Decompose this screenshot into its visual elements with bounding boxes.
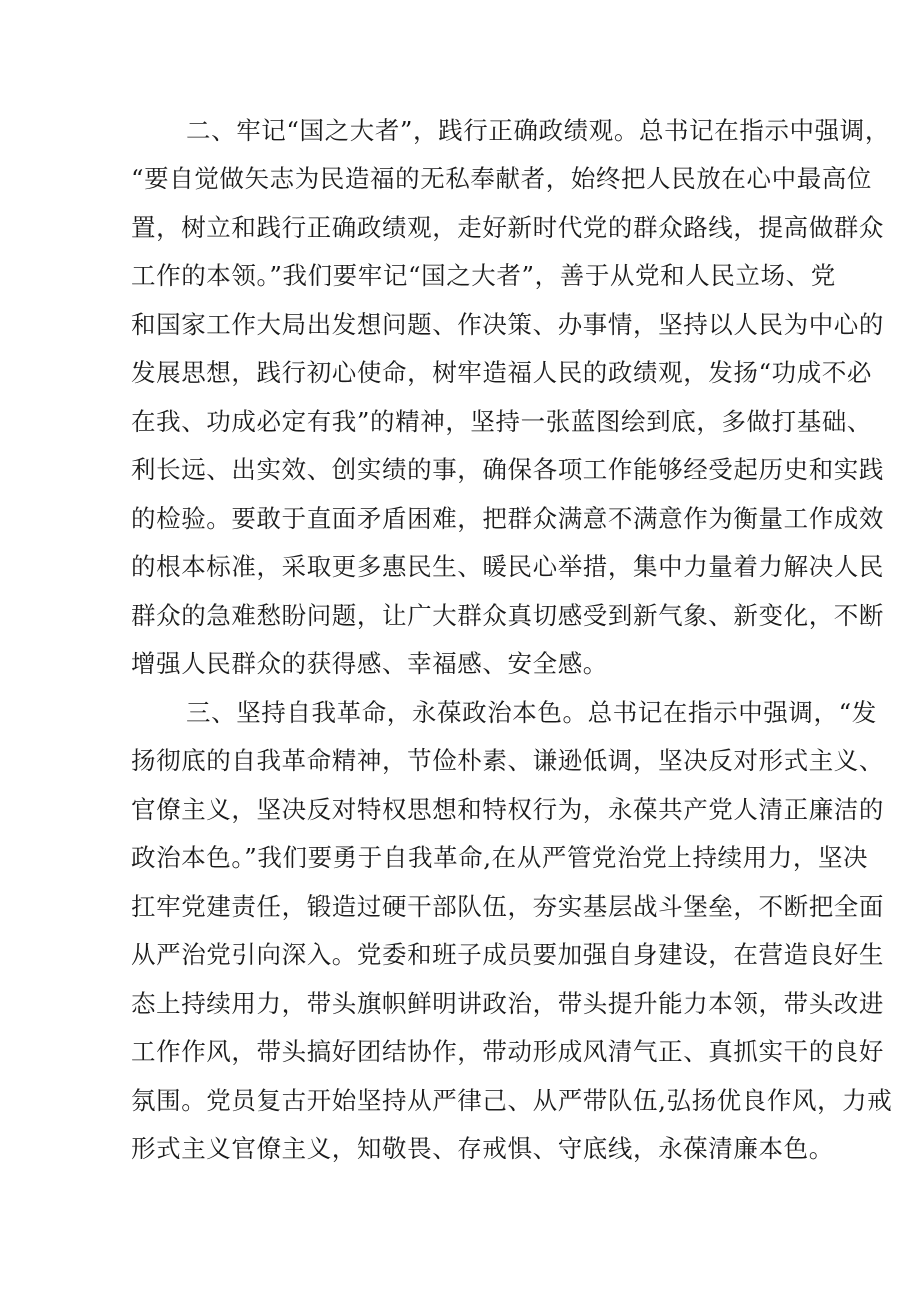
paragraph-1-line-6: 发展思想，践行初心使命，树牢造福人民的政绩观，发扬“功成不必 bbox=[131, 358, 873, 387]
paragraph-2-line-4: 政治本色。”我们要勇于自我革命,在从严管党治党上持续用力，坚决 bbox=[131, 843, 869, 872]
paragraph-1-line-10: 的根本标准，采取更多惠民生、暖民心举措，集中力量着力解决人民 bbox=[131, 552, 884, 581]
paragraph-2-line-1: 三、坚持自我革命，永葆政治本色。总书记在指示中强调，“发 bbox=[186, 698, 877, 727]
paragraph-2-line-9: 氛围。党员复古开始坚持从严律己、从严带队伍,弘扬优良作风，力戒 bbox=[131, 1086, 893, 1115]
paragraph-1-line-8: 利长远、出实效、创实绩的事，确保各项工作能够经受起历史和实践 bbox=[131, 455, 884, 484]
paragraph-1-line-2: “要自觉做矢志为民造福的无私奉献者，始终把人民放在心中最高位 bbox=[131, 164, 873, 193]
paragraph-2-line-3: 官僚主义，坚决反对特权思想和特权行为，永葆共产党人清正廉洁的 bbox=[131, 795, 884, 824]
paragraph-1-line-4: 工作的本领。”我们要牢记“国之大者”，善于从党和人民立场、党 bbox=[131, 261, 836, 290]
paragraph-1-line-9: 的检验。要敢于直面矛盾困难，把群众满意不满意作为衡量工作成效 bbox=[131, 504, 884, 533]
paragraph-2-line-7: 态上持续用力，带头旗帜鲜明讲政治，带头提升能力本领，带头改进 bbox=[131, 989, 884, 1018]
paragraph-2-line-6: 从严治党引向深入。党委和班子成员要加强自身建设，在营造良好生 bbox=[131, 940, 884, 969]
paragraph-1-line-12: 增强人民群众的获得感、幸福感、安全感。 bbox=[131, 649, 608, 678]
paragraph-1-line-5: 和国家工作大局出发想问题、作决策、办事情，坚持以人民为中心的 bbox=[131, 310, 884, 339]
paragraph-1-line-7: 在我、功成必定有我”的精神，坚持一张蓝图绘到底，多做打基础、 bbox=[131, 407, 873, 436]
paragraph-1-line-1: 二、牢记“国之大者”，践行正确政绩观。总书记在指示中强调， bbox=[186, 116, 890, 145]
paragraph-2-line-5: 扛牢党建责任，锻造过硬干部队伍，夯实基层战斗堡垒，不断把全面 bbox=[131, 892, 884, 921]
paragraph-2-line-8: 工作作风，带头搞好团结协作，带动形成风清气正、真抓实干的良好 bbox=[131, 1037, 884, 1066]
paragraph-2-line-2: 扬彻底的自我革命精神，节俭朴素、谦逊低调，坚决反对形式主义、 bbox=[131, 746, 884, 775]
paragraph-1-line-11: 群众的急难愁盼问题，让广大群众真切感受到新气象、新变化，不断 bbox=[131, 601, 884, 630]
paragraph-1-line-3: 置，树立和践行正确政绩观，走好新时代党的群众路线，提高做群众 bbox=[131, 213, 884, 242]
paragraph-2-line-10: 形式主义官僚主义，知敬畏、存戒惧、守底线，永葆清廉本色。 bbox=[131, 1134, 834, 1163]
